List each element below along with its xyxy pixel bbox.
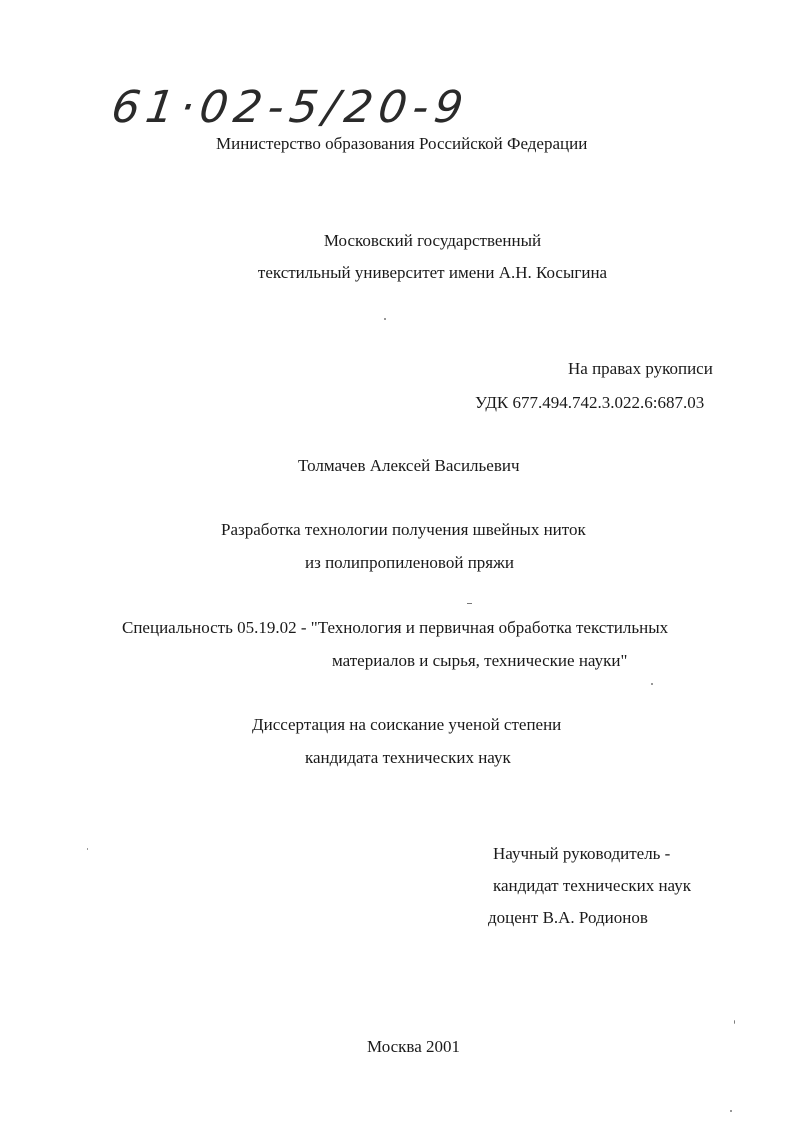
author-name: Толмачев Алексей Васильевич (298, 456, 520, 475)
supervisor-role: Научный руководитель - (493, 844, 671, 863)
specialty-line2: материалов и сырья, технические науки" (332, 651, 628, 670)
specialty-line1: Специальность 05.19.02 - "Технология и первичная обработка текстильных (122, 618, 669, 637)
scan-speck (384, 318, 386, 320)
degree-line1: Диссертация на соискание ученой степени (252, 715, 562, 734)
manuscript-rights: На правах рукописи (568, 359, 713, 378)
university-name-line2: текстильный университет имени А.Н. Косыгина (257, 263, 608, 282)
udc-code: УДК 677.494.742.3.022.6:687.03 (475, 393, 705, 412)
scan-speck (730, 1110, 732, 1112)
supervisor-degree: кандидат технических наук (493, 876, 691, 895)
university-name-line1: Московский государственный (323, 231, 542, 250)
scan-speck (651, 683, 653, 685)
city-year: Москва 2001 (367, 1037, 461, 1056)
thesis-title-line1: Разработка технологии получения швейных ниток (221, 520, 586, 539)
archive-code-handwritten: 61·02-5/20-9 (108, 82, 473, 133)
degree-line2: кандидата технических наук (305, 748, 511, 767)
supervisor-name: доцент В.А. Родионов (488, 908, 648, 927)
thesis-title-line2: из полипропиленовой пряжи (305, 553, 514, 572)
scan-speck (734, 1020, 735, 1024)
scan-speck (87, 848, 88, 850)
scan-speck (467, 603, 472, 604)
ministry-heading: Министерство образования Российской Федерации (216, 134, 588, 153)
